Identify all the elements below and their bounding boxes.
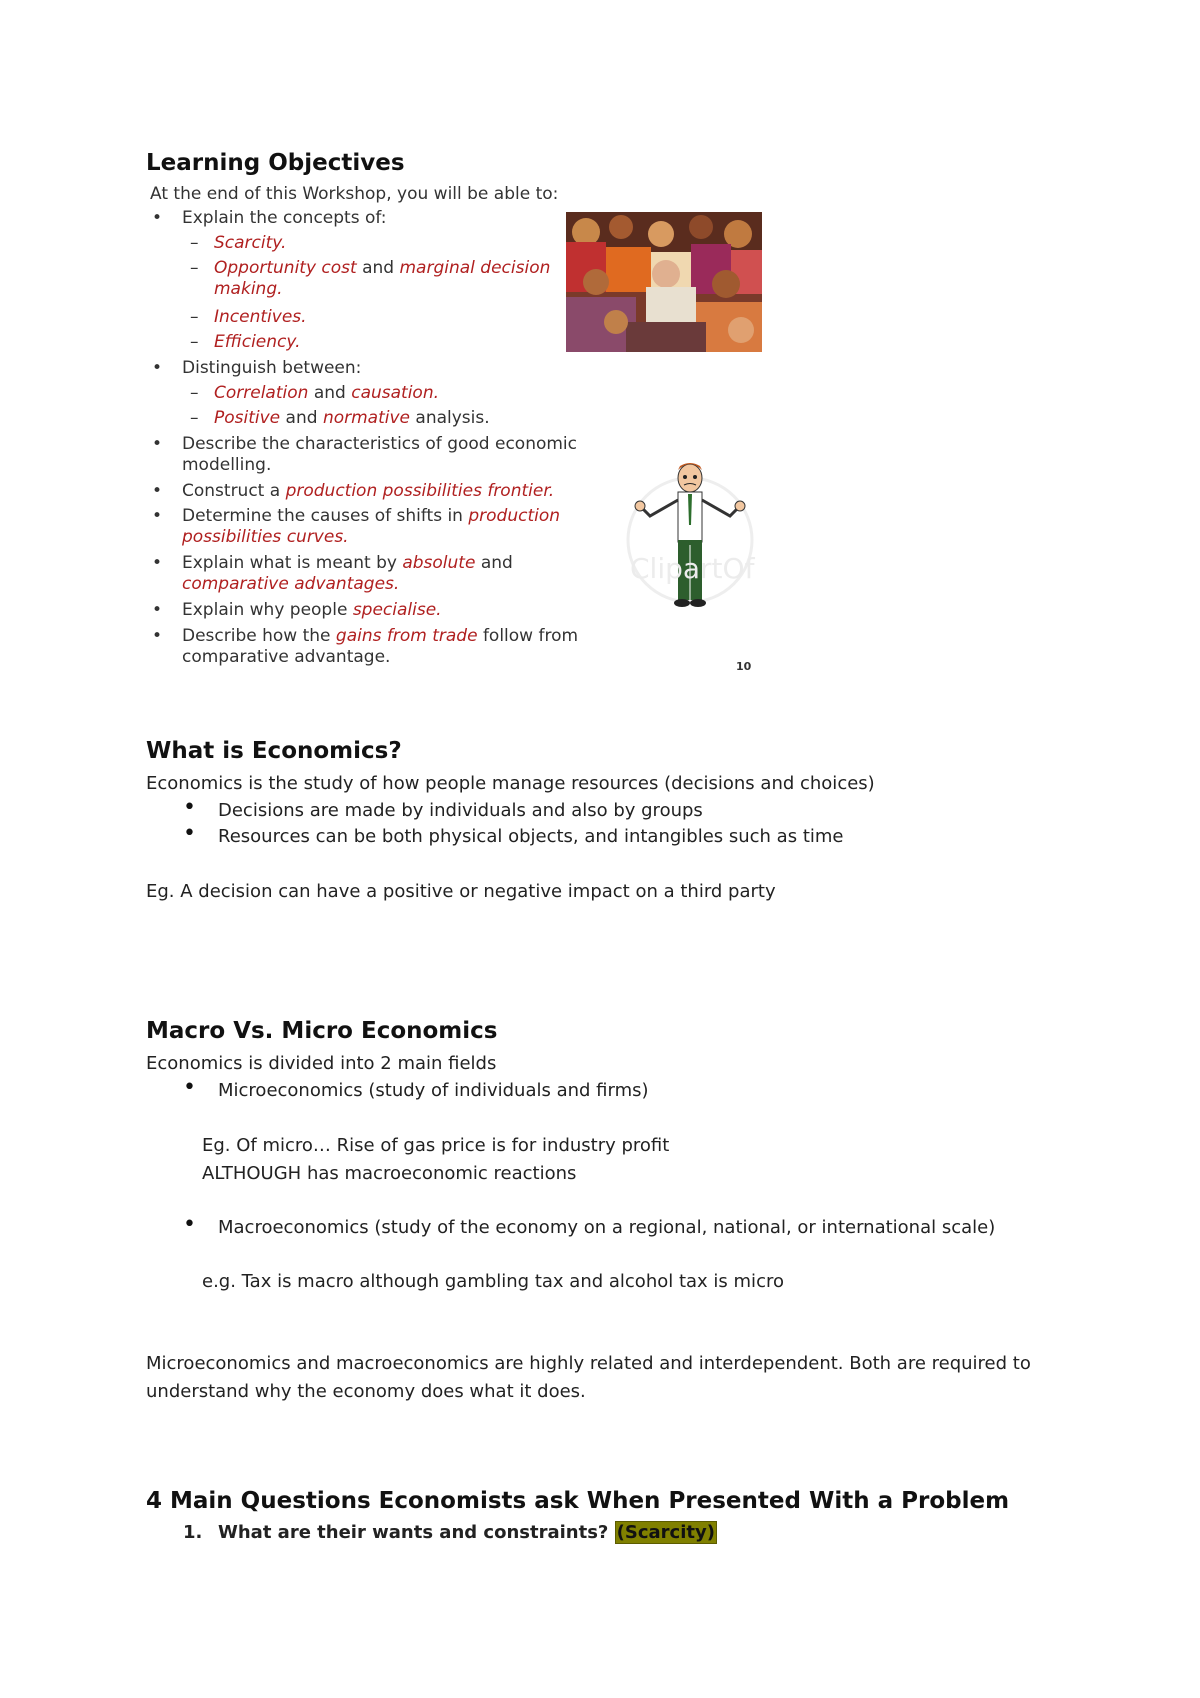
objective-text xyxy=(182,506,560,526)
confused-man-clipart xyxy=(620,460,760,640)
objective-text xyxy=(182,600,442,620)
connector-text: follow from xyxy=(477,626,579,646)
term-text: production possibilities frontier. xyxy=(285,481,555,501)
term-text: Correlation xyxy=(214,383,309,403)
crowd-photo-graphic xyxy=(566,212,762,352)
list-item: Microeconomics (study of individuals and firms) xyxy=(218,1080,649,1101)
sub-objective-text xyxy=(214,258,550,278)
objective-text: Explain the concepts of: xyxy=(182,208,387,228)
what-is-economics-heading: What is Economics? xyxy=(146,738,402,764)
example-text: e.g. Tax is macro although gambling tax and alcohol tax is micro xyxy=(202,1271,784,1292)
connector-text: analysis. xyxy=(410,408,490,428)
document-page: Learning Objectives At the end of this Workshop, you will be able to: • Explain the concepts of: – Scarcity. – Opportunity cost and marginal decision making. – Incentives. – Efficiency. • Distinguish between: – Correlation and causation. – Positive and normative analysis. • Describe the characteristics of good economic modelling. • Construct a production possibilities frontier. • Determine the causes of shifts in production possibilities curves. • Explain what is meant by absolute and comparative advantages. • Explain why people specialise. • Describe how the gains from trade follow from comparative advantage. ClipartOf 10 What is Economics? Economics is the study of how people manage resources (decisions and choices) • Decisions are made by individuals and also by groups • Resources can be both physical objects, and intangibles such as time Eg. A decision can have a positive or negative impact on a third party Macro Vs. Micro Economics Economics is divided into 2 main fields • Microeconomics (study of individuals and firms) Eg. Of micro… Rise of gas price is for industry profit ALTHOUGH has macroeconomic reactions • Macroeconomics (study of the economy on a regional, national, or international scale) e.g. Tax is macro although gambling tax and alcohol tax is micro Microeconomics and macroeconomics are highly related and interdependent. Both are required to understand why the economy does what it does. 4 Main Questions Economists ask When Presented With a Problem 1. What are their wants and constraints? (Scarcity) xyxy=(0,0,1200,1698)
sub-objective-continuation: making. xyxy=(214,279,283,299)
clipart-watermark: ClipartOf xyxy=(630,552,755,585)
term-text: specialise. xyxy=(352,600,442,620)
objective-continuation: possibilities curves. xyxy=(182,527,349,547)
sub-objective-text: Efficiency. xyxy=(214,332,301,352)
example-text: ALTHOUGH has macroeconomic reactions xyxy=(202,1163,577,1184)
objective-continuation: comparative advantage. xyxy=(182,647,391,667)
term-text: production xyxy=(468,506,561,526)
connector-text: and xyxy=(356,258,400,278)
term-text: normative xyxy=(322,408,410,428)
learning-objectives-heading: Learning Objectives xyxy=(146,150,405,176)
objectives-intro: At the end of this Workshop, you will be able to: xyxy=(150,184,559,204)
objective-text xyxy=(182,553,513,573)
dash-icon: – xyxy=(190,307,199,327)
bullet-icon: • xyxy=(152,434,163,454)
bullet-icon: • xyxy=(152,626,163,646)
connector-text: Explain what is meant by xyxy=(182,553,403,573)
crowd-photo xyxy=(566,212,762,352)
definition-text: Economics is the study of how people manage resources (decisions and choices) xyxy=(146,773,875,794)
sub-objective-text xyxy=(214,408,490,428)
summary-text: understand why the economy does what it does. xyxy=(146,1381,586,1402)
connector-text: and xyxy=(280,408,323,428)
bullet-icon: • xyxy=(152,553,163,573)
summary-text: Microeconomics and macroeconomics are highly related and interdependent. Both are required to xyxy=(146,1353,1031,1374)
list-item: Macroeconomics (study of the economy on a regional, national, or international scale) xyxy=(218,1217,996,1238)
objective-text: Distinguish between: xyxy=(182,358,362,378)
term-text: absolute xyxy=(402,553,476,573)
dash-icon: – xyxy=(190,258,199,278)
example-text: Eg. Of micro… Rise of gas price is for industry profit xyxy=(202,1135,670,1156)
bullet-icon: • xyxy=(152,506,163,526)
four-questions-heading: 4 Main Questions Economists ask When Presented With a Problem xyxy=(146,1488,1010,1514)
fields-intro-text: Economics is divided into 2 main fields xyxy=(146,1053,497,1074)
objective-continuation: modelling. xyxy=(182,455,272,475)
list-item: Decisions are made by individuals and also by groups xyxy=(218,800,703,821)
question-text: What are their wants and constraints? xyxy=(218,1522,609,1543)
question-number: 1. xyxy=(183,1522,203,1543)
connector-text: Describe how the xyxy=(182,626,336,646)
dash-icon: – xyxy=(190,383,199,403)
term-text: Positive xyxy=(214,408,281,428)
term-text: causation. xyxy=(351,383,439,403)
connector-text: and xyxy=(308,383,352,403)
bullet-icon: • xyxy=(152,358,163,378)
connector-text: and xyxy=(475,553,513,573)
bullet-icon: • xyxy=(152,600,163,620)
connector-text: Determine the causes of shifts in xyxy=(182,506,469,526)
bullet-icon: • xyxy=(152,208,163,228)
connector-text: Construct a xyxy=(182,481,286,501)
confused-man-graphic xyxy=(620,460,760,640)
list-item: Resources can be both physical objects, and intangibles such as time xyxy=(218,826,844,847)
dash-icon: – xyxy=(190,233,199,253)
objective-continuation: comparative advantages. xyxy=(182,574,400,594)
sub-objective-text xyxy=(214,383,439,403)
sub-objective-text: Scarcity. xyxy=(214,233,287,253)
term-text: marginal decision xyxy=(399,258,551,278)
dash-icon: – xyxy=(190,332,199,352)
objective-text xyxy=(182,626,578,646)
objective-text xyxy=(182,481,554,501)
macro-micro-heading: Macro Vs. Micro Economics xyxy=(146,1018,498,1044)
term-text: gains from trade xyxy=(335,626,478,646)
slide-number: 10 xyxy=(736,660,752,673)
objective-text: Describe the characteristics of good economic xyxy=(182,434,577,454)
sub-objective-text: Incentives. xyxy=(214,307,307,327)
dash-icon: – xyxy=(190,408,199,428)
bullet-icon: • xyxy=(152,481,163,501)
scarcity-highlight: (Scarcity) xyxy=(616,1522,715,1543)
term-text: Opportunity cost xyxy=(214,258,357,278)
example-text: Eg. A decision can have a positive or negative impact on a third party xyxy=(146,881,776,902)
connector-text: Explain why people xyxy=(182,600,353,620)
question-item xyxy=(218,1519,717,1546)
